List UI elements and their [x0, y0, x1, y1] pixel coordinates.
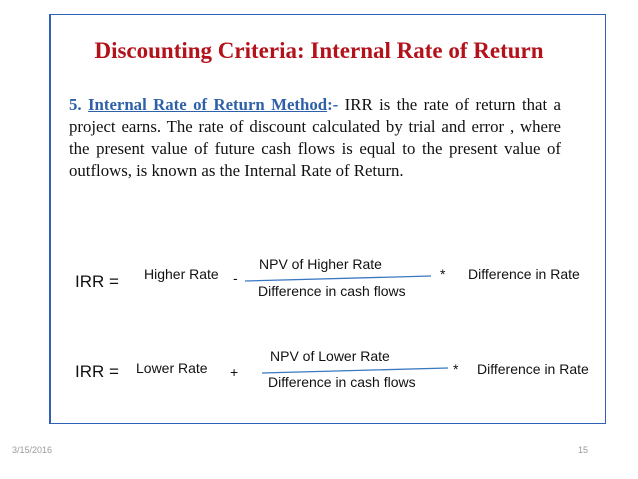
formula1-times: *	[440, 266, 446, 282]
formula1-denominator: Difference in cash flows	[258, 283, 406, 299]
section-heading: Internal Rate of Return Method	[88, 95, 328, 114]
formula2-times: *	[453, 361, 459, 377]
formula1-numerator: NPV of Higher Rate	[259, 256, 382, 272]
formula2-fraction-line	[262, 368, 448, 373]
formula1-operator: -	[233, 270, 238, 286]
formula2-factor: Difference in Rate	[477, 361, 589, 377]
section-number: 5.	[69, 95, 82, 114]
formula2-denominator: Difference in cash flows	[268, 374, 416, 390]
formula2-base: Lower Rate	[136, 360, 208, 376]
heading-separator: :-	[327, 95, 339, 114]
formula1-fraction-line	[245, 276, 431, 281]
page-number: 15	[578, 445, 589, 455]
slide-title: Discounting Criteria: Internal Rate of Return	[94, 38, 544, 63]
formula2-lhs: IRR =	[75, 362, 119, 381]
formula2-operator: +	[230, 364, 239, 380]
formula1-factor: Difference in Rate	[468, 266, 580, 282]
footer-date: 3/15/2016	[12, 445, 53, 455]
formula2-numerator: NPV of Lower Rate	[270, 348, 390, 364]
formula1-lhs: IRR =	[75, 272, 119, 291]
formula1-base: Higher Rate	[144, 266, 219, 282]
definition-text: IRR is the rate of return that a project earns. The rate of discount calculated by trial and error , where the present value of future cash flows is equal to the present value of outflows, is known as the Internal Rate of Return.	[69, 95, 561, 180]
